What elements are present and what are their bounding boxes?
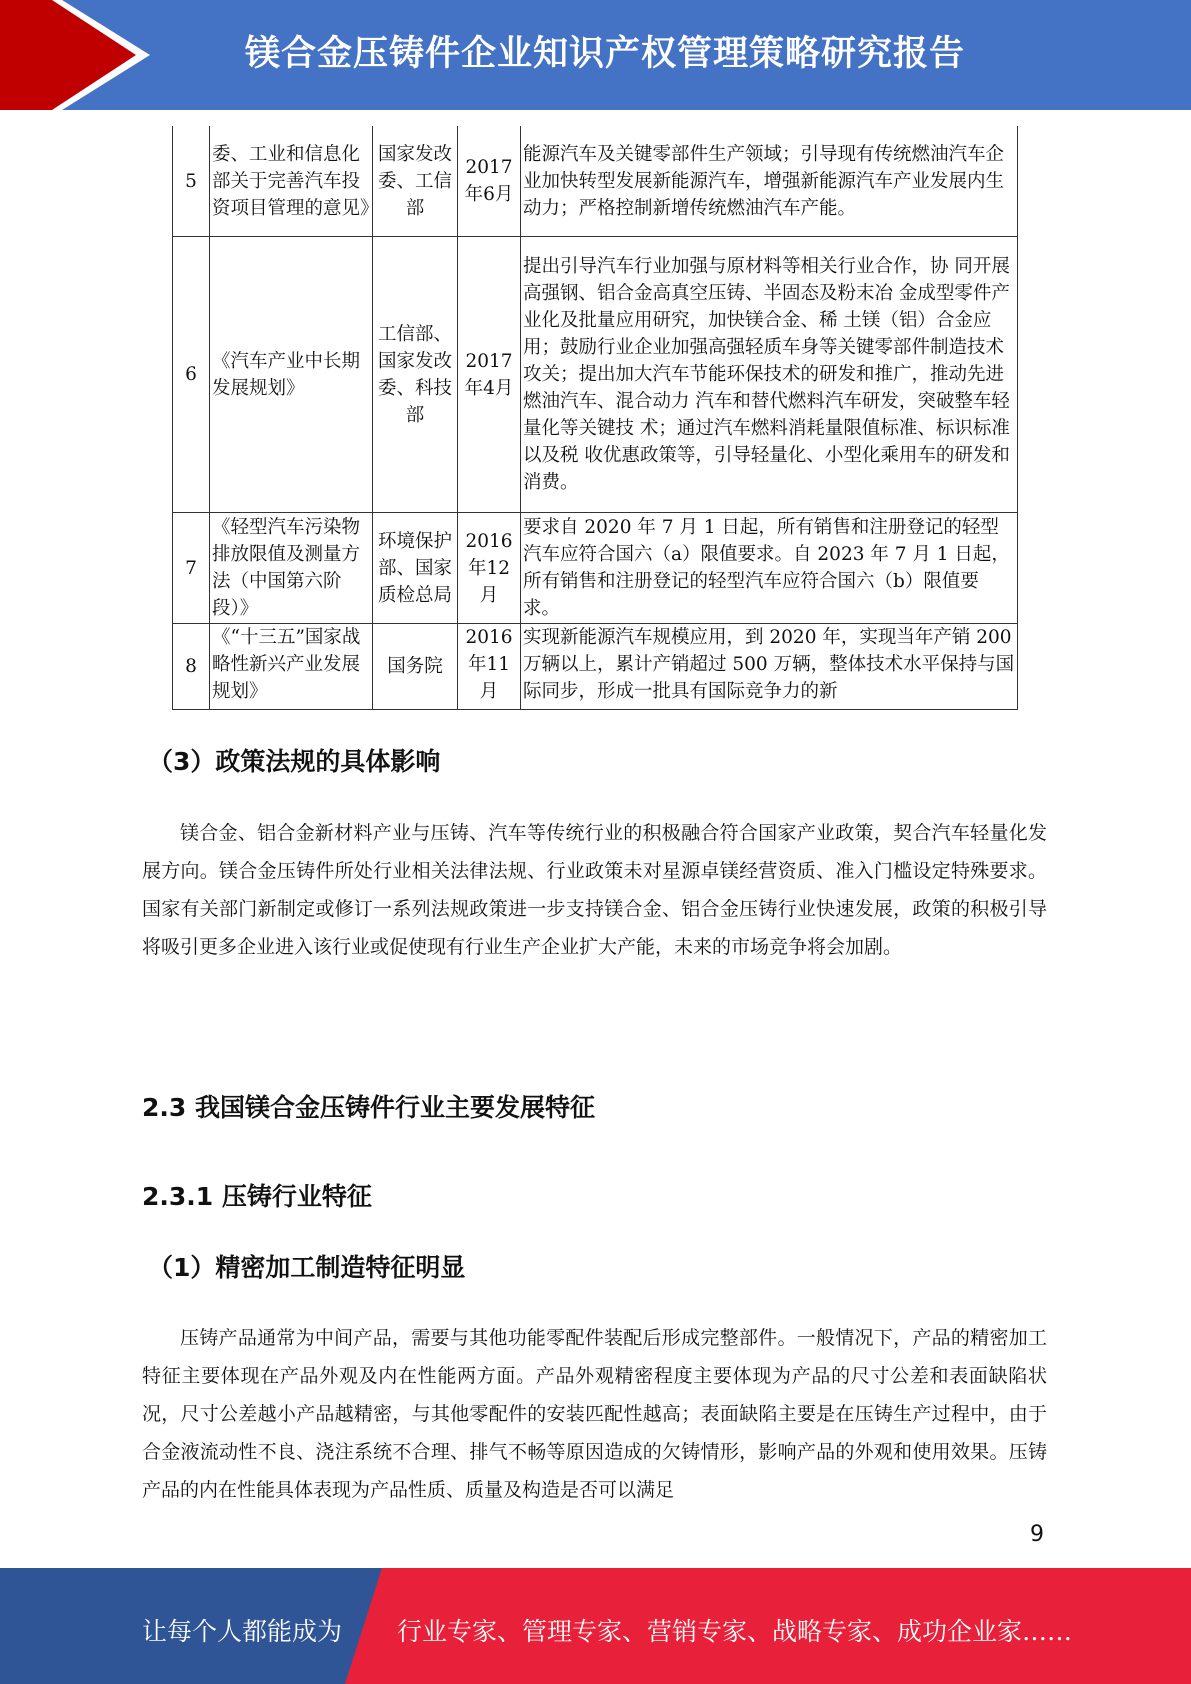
row-number: 8: [173, 624, 210, 710]
footer-slogan-right: 行业专家、管理专家、营销专家、战略专家、成功企业家……: [397, 1617, 1073, 1646]
section-heading-2-3: 2.3 我国镁合金压铸件行业主要发展特征: [142, 1093, 595, 1122]
issue-date: 2016年11月: [458, 624, 521, 710]
table-row: [173, 237, 1018, 513]
row-number: 7: [173, 513, 210, 624]
table-row: [173, 624, 1018, 710]
paragraph-precision: 压铸产品通常为中间产品，需要与其他功能零配件装配后形成完整部件。一般情况下，产品的精密加工特征主要体现在产品外观及内在性能两方面。产品外观精密程度主要体现为产品的尺寸公差和表面缺陷状况，尺寸公差越小产品越精密，与其他零配件的安装匹配性越高；表面缺陷主要是在压铸生产过程中，由于合金液流动性不良、浇注系统不合理、排气不畅等原因造成的欠铸情形，影响产品的外观和使用效果。压铸产品的内在性能具体表现为产品性质、质量及构造是否可以满足: [142, 1327, 1047, 1501]
policy-name: 《“十三五”国家战略性新兴产业发展规划》: [210, 624, 373, 710]
header-arrow-decoration: [0, 0, 150, 110]
report-title: 镁合金压铸件企业知识产权管理策略研究报告: [245, 34, 966, 74]
section-heading-2-3-1: 2.3.1 压铸行业特征: [142, 1182, 372, 1211]
paragraph-policy-impact: 镁合金、铝合金新材料产业与压铸、汽车等传统行业的积极融合符合国家产业政策，契合汽车轻量化发展方向。镁合金压铸件所处行业相关法律法规、行业政策未对星源卓镁经营资质、准入门槛设定特殊要求。国家有关部门新制定或修订一系列法规政策进一步支持镁合金、铝合金压铸行业快速发展，政策的积极引导将吸引更多企业进入该行业或促使现有行业生产企业扩大产能，未来的市场竞争将会加剧。: [142, 822, 1047, 958]
page-number: 9: [1030, 1522, 1044, 1547]
policy-content: 能源汽车及关键零部件生产领域；引导现有传统燃油汽车企业加快转型发展新能源汽车，增强新能源汽车产业发展内生动力；严格控制新增传统燃油汽车产能。: [521, 126, 1018, 237]
policy-name: 《轻型汽车污染物排放限值及测量方法（中国第六阶段）》: [210, 513, 373, 624]
policy-content: 提出引导汽车行业加强与原材料等相关行业合作，协 同开展高强钢、铝合金高真空压铸、半固态及粉末冶 金成型零件产业化及批量应用研究，加快镁合金、稀 土镁（铝）合金应用；鼓励行业企业加强高强轻质车身等关键零部件制造技术攻关；提出加大汽车节能环保技术的研发和推广，推动先进燃油汽车、混合动力 汽车和替代燃料汽车研发，突破整车轻量化等关键技 术；通过汽车燃料消耗量限值标准、标识标准以及税 收优惠政策等，引导轻量化、小型化乘用车的研发和 消费。: [521, 237, 1018, 513]
section-heading-policy-impact: （3）政策法规的具体影响: [148, 747, 441, 776]
table-row: [173, 513, 1018, 624]
table-row: [173, 126, 1018, 237]
issuing-department: 工信部、国家发改委、科技部: [373, 237, 458, 513]
issue-date: 2017年4月: [458, 237, 521, 513]
section-heading-precision: （1）精密加工制造特征明显: [148, 1253, 466, 1282]
policy-name: 委、工业和信息化部关于完善汽车投资项目管理的意见》: [210, 126, 373, 237]
footer-slogan-left: 让每个人都能成为: [142, 1617, 343, 1646]
row-number: 6: [173, 237, 210, 513]
page-footer: [0, 1568, 1191, 1684]
policy-content: 要求自 2020 年 7 月 1 日起，所有销售和注册登记的轻型汽车应符合国六（a）限值要求。自 2023 年 7 月 1 日起，所有销售和注册登记的轻型汽车应符合国六（b）限值要求。: [521, 513, 1018, 624]
issue-date: 2017年6月: [458, 126, 521, 237]
policy-table: [172, 126, 1018, 710]
issuing-department: 环境保护部、国家质检总局: [373, 513, 458, 624]
issuing-department: 国务院: [373, 624, 458, 710]
page-header: [0, 0, 1191, 110]
issue-date: 2016年12月: [458, 513, 521, 624]
issuing-department: 国家发改委、工信部: [373, 126, 458, 237]
row-number: 5: [173, 126, 210, 237]
policy-name: 《汽车产业中长期发展规划》: [210, 237, 373, 513]
policy-content: 实现新能源汽车规模应用，到 2020 年，实现当年产销 200 万辆以上，累计产销超过 500 万辆，整体技术水平保持与国际同步，形成一批具有国际竞争力的新: [521, 624, 1018, 710]
